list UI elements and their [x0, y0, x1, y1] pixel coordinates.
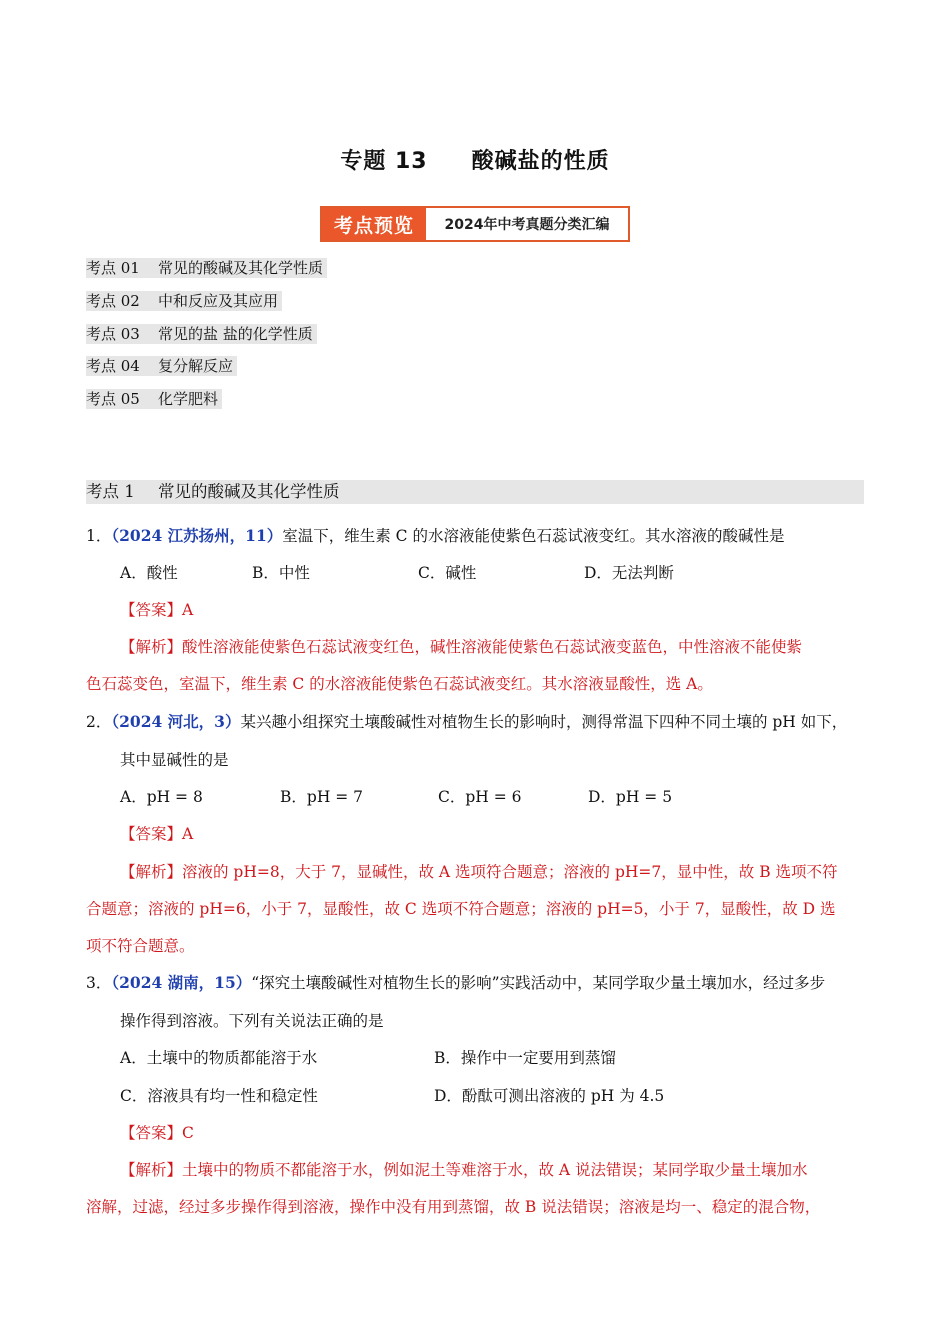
topic-item: 考点 01 常见的酸碱及其化学性质 — [86, 258, 327, 278]
question-3-stem-cont: 操作得到溶液。下列有关说法正确的是 — [120, 1012, 384, 1030]
q2-analysis-line: 【解析】溶液的 pH=8，大于 7，显碱性，故 A 选项符合题意；溶液的 pH=7，显中性，故 B 选项不符 — [120, 863, 838, 881]
q1-analysis-line: 色石蕊变色，室温下，维生素 C 的水溶液能使紫色石蕊试液变红。其水溶液显酸性，选 A。 — [86, 675, 713, 693]
title-topic-number: 专题 13 — [340, 149, 428, 174]
q3-analysis-line: 溶解，过滤，经过多步操作得到溶液，操作中没有用到蒸馏，故 B 说法错误；溶液是均一、稳定的混合物， — [86, 1198, 821, 1216]
q3-option-d: D．酚酞可测出溶液的 pH 为 4.5 — [434, 1087, 665, 1105]
q2-option-a: A．pH = 8 — [120, 788, 203, 806]
q3-option-b: B．操作中一定要用到蒸馏 — [434, 1049, 616, 1067]
topic-item: 考点 03 常见的盐 盐的化学性质 — [86, 324, 317, 344]
q1-option-b: B．中性 — [252, 564, 310, 582]
section-heading: 考点 1 常见的酸碱及其化学性质 — [86, 480, 864, 504]
question-2-stem-cont: 其中显碱性的是 — [120, 751, 229, 769]
question-3-stem: 3．（2024 湖南，15）“探究土壤酸碱性对植物生长的影响”实践活动中，某同学取少量土壤加水，经过多步 — [86, 973, 826, 992]
q1-analysis-line: 【解析】酸性溶液能使紫色石蕊试液变红色，碱性溶液能使紫色石蕊试液变蓝色，中性溶液不能使紫 — [120, 638, 803, 656]
q2-option-c: C．pH = 6 — [438, 788, 522, 806]
topic-item: 考点 04 复分解反应 — [86, 356, 237, 376]
page-title — [0, 144, 950, 175]
q3-answer: 【答案】C — [120, 1124, 194, 1142]
question-2-stem: 2．（2024 河北，3）某兴趣小组探究土壤酸碱性对植物生长的影响时，测得常温下四种不同土壤的 pH 如下， — [86, 712, 848, 731]
title-topic-name: 酸碱盐的性质 — [471, 149, 610, 174]
q3-option-a: A．土壤中的物质都能溶于水 — [120, 1049, 318, 1067]
question-1-stem: 1．（2024 江苏扬州，11）室温下，维生素 C 的水溶液能使紫色石蕊试液变红。其水溶液的酸碱性是 — [86, 526, 785, 545]
preview-banner — [320, 206, 630, 242]
q1-option-a: A．酸性 — [120, 564, 178, 582]
topic-item: 考点 05 化学肥料 — [86, 389, 222, 409]
q3-option-c: C．溶液具有均一性和稳定性 — [120, 1087, 318, 1105]
topic-item: 考点 02 中和反应及其应用 — [86, 291, 282, 311]
banner-label: 考点预览 — [322, 208, 426, 240]
q3-analysis-line: 【解析】土壤中的物质不都能溶于水，例如泥土等难溶于水，故 A 说法错误；某同学取少量土壤加水 — [120, 1161, 808, 1179]
q2-option-d: D．pH = 5 — [588, 788, 673, 806]
banner-subtitle: 2024年中考真题分类汇编 — [444, 217, 610, 233]
q2-option-b: B．pH = 7 — [280, 788, 364, 806]
topic-list — [86, 258, 327, 422]
q1-option-c: C．碱性 — [418, 564, 477, 582]
q2-analysis-line: 合题意；溶液的 pH=6，小于 7，显酸性，故 C 选项不符合题意；溶液的 pH=5，小于 7，显酸性，故 D 选 — [86, 900, 836, 918]
q2-analysis-line: 项不符合题意。 — [86, 937, 195, 955]
q2-answer: 【答案】A — [120, 825, 194, 843]
q1-option-d: D．无法判断 — [584, 564, 674, 582]
q1-answer: 【答案】A — [120, 601, 194, 619]
